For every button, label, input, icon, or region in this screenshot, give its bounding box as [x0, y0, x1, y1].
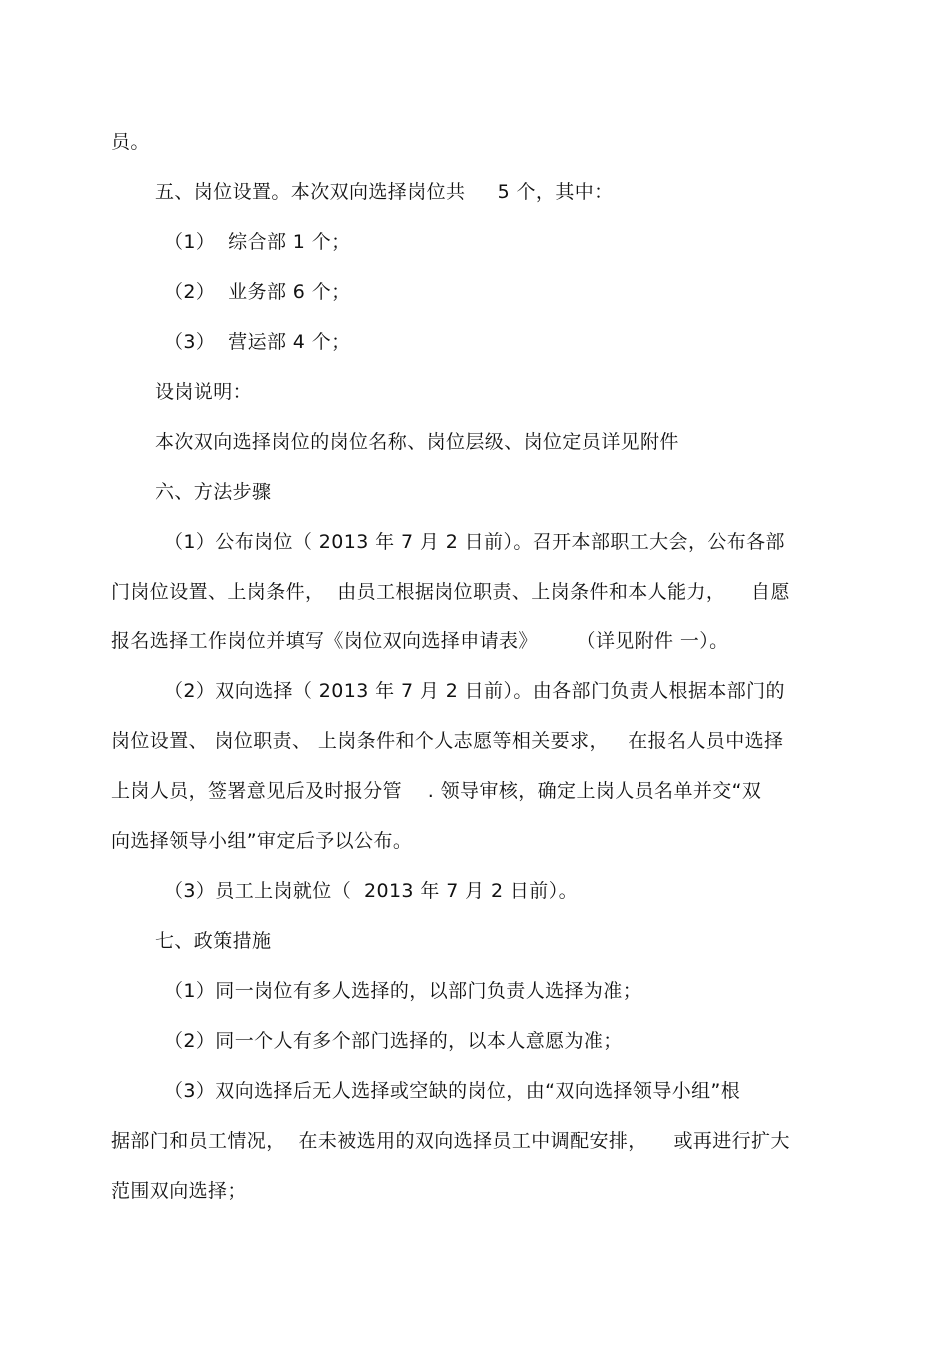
text-line: （3）双向选择后无人选择或空缺的岗位，由“双向选择领导小组”根: [164, 1080, 741, 1102]
section-heading: 五、岗位设置。本次双向选择岗位共 5 个，其中：: [155, 181, 614, 203]
text-line: 员。: [111, 131, 150, 153]
list-item: （2） 业务部 6 个；: [164, 281, 351, 303]
text-line: （3）员工上岗就位（ 2013 年 7 月 2 日前）。: [164, 880, 578, 902]
text-line: 向选择领导小组”审定后予以公布。: [111, 830, 413, 852]
text-line: （2）同一个人有多个部门选择的，以本人意愿为准；: [164, 1030, 623, 1052]
text-line: 本次双向选择岗位的岗位名称、岗位层级、岗位定员详见附件: [155, 431, 679, 453]
text-line: （1）公布岗位（ 2013 年 7 月 2 日前）。召开本部职工大会，公布各部: [164, 531, 785, 553]
list-item: （3） 营运部 4 个；: [164, 331, 351, 353]
section-heading: 六、方法步骤: [155, 481, 272, 503]
text-line: 范围双向选择；: [111, 1180, 247, 1202]
text-line: （2）双向选择（ 2013 年 7 月 2 日前）。由各部门负责人根据本部门的: [164, 680, 785, 702]
text-line: 上岗人员，签署意见后及时报分管 . 领导审核，确定上岗人员名单并交“双: [111, 780, 762, 802]
section-heading: 七、政策措施: [155, 930, 272, 952]
text-line: 设岗说明：: [155, 381, 253, 403]
text-line: （1）同一岗位有多人选择的，以部门负责人选择为准；: [164, 980, 643, 1002]
text-line: 门岗位设置、上岗条件， 由员工根据岗位职责、上岗条件和本人能力， 自愿: [111, 581, 790, 603]
list-item: （1） 综合部 1 个；: [164, 231, 351, 253]
text-line: 据部门和员工情况， 在未被选用的双向选择员工中调配安排， 或再进行扩大: [111, 1130, 790, 1152]
text-line: 岗位设置、 岗位职责、 上岗条件和个人志愿等相关要求， 在报名人员中选择: [111, 730, 784, 752]
text-line: 报名选择工作岗位并填写《岗位双向选择申请表》 （详见附件 一）。: [111, 630, 729, 652]
